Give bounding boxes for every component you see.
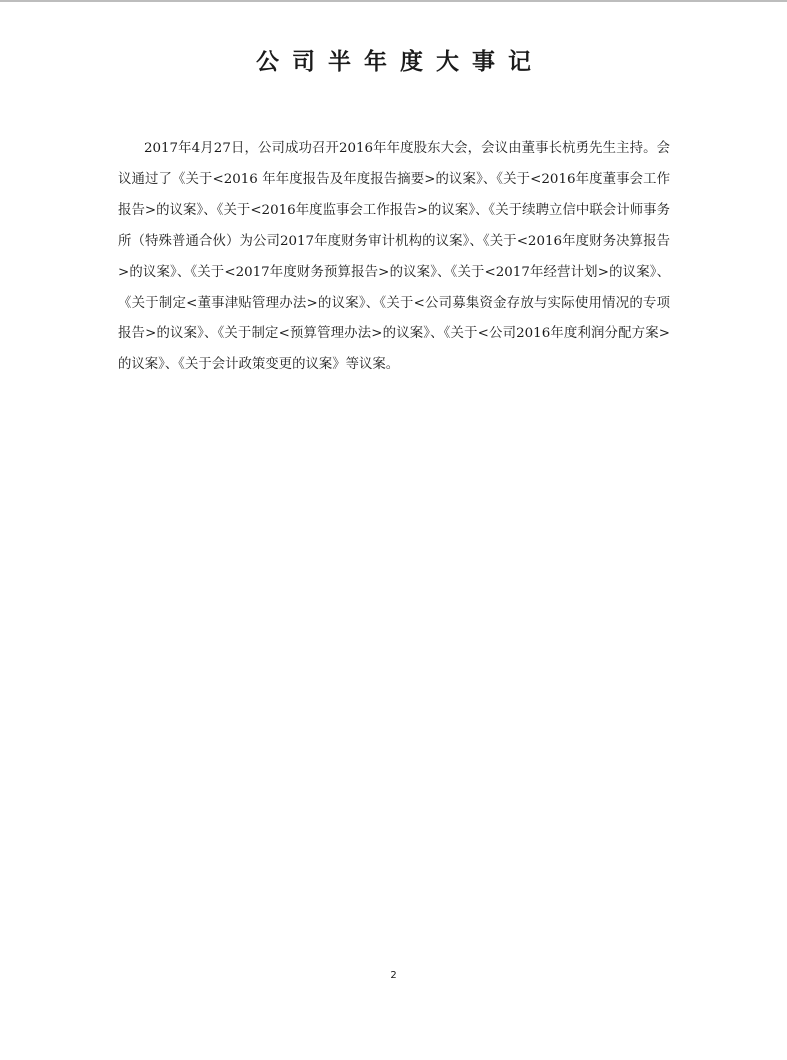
page-number: 2 [390,970,397,981]
page-top-border [0,0,787,2]
page-title: 公司半年度大事记 [256,49,544,75]
body-paragraph: 2017年4月27日，公司成功召开2016年年度股东大会，会议由董事长杭勇先生主持。会议通过了《关于<2016 年年度报告及年度报告摘要>的议案》、《关于<2016年度董事会工作报告>的议案》、《关于<2016年度监事会工作报告>的议案》、《关于续聘立信中联会计师事务所（特殊普通合伙）为公司2017年度财务审计机构的议案》、《关于<2016年度财务决算报告>的议案》、《关于<2017年度财务预算报告>的议案》、《关于<2017年经营计划>的议案》、《关于制定<董事津贴管理办法>的议案》、《关于<公司募集资金存放与实际使用情况的专项报告>的议案》、《关于制定<预算管理办法>的议案》、《关于<公司2016年度利润分配方案>的议案》、《关于会计政策变更的议案》等议案。 [118,141,670,373]
